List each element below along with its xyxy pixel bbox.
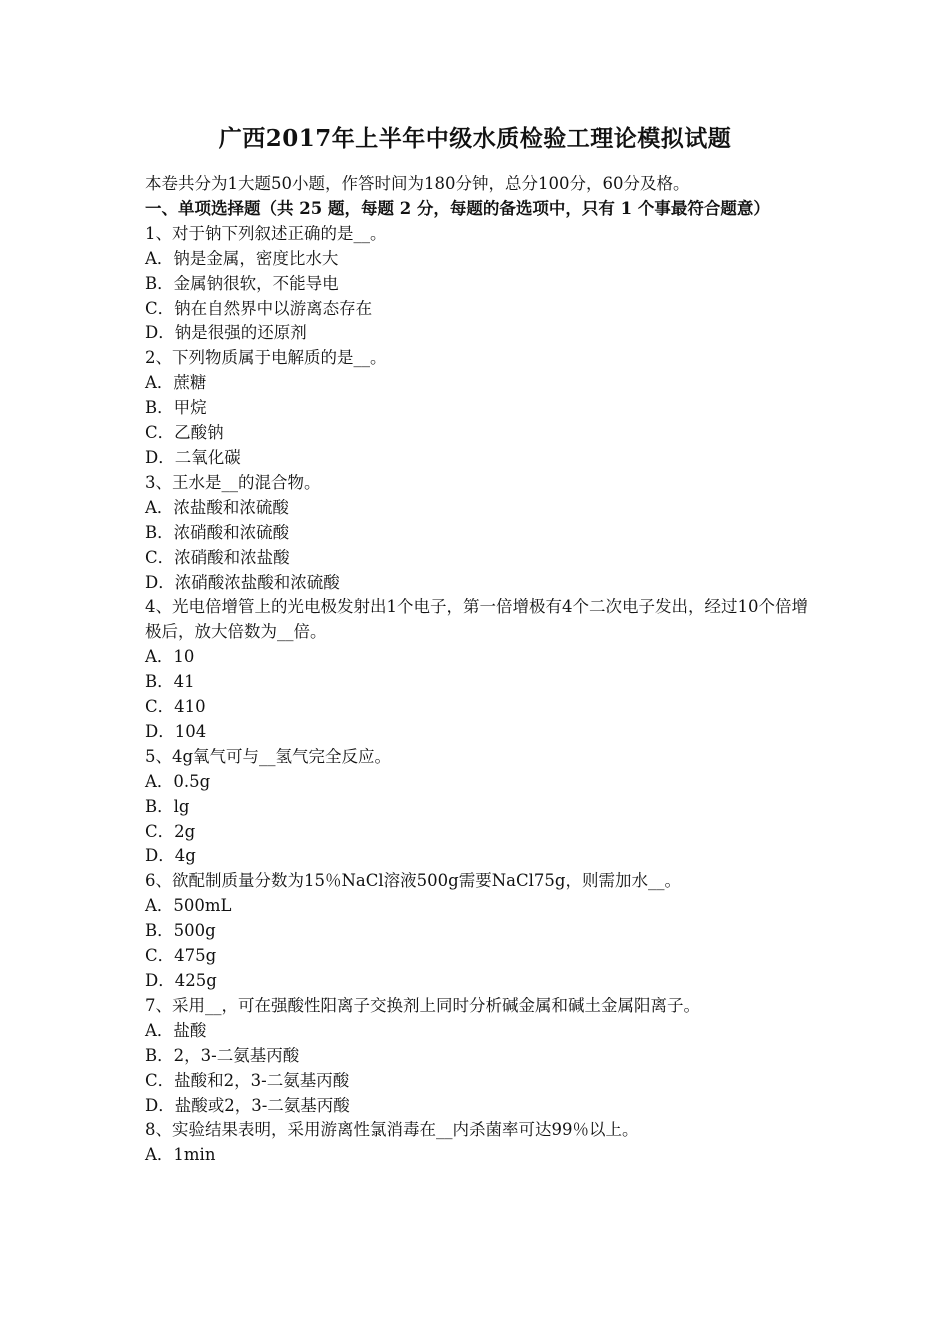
option-d: D．425g <box>145 971 217 990</box>
option-b: B．2，3-二氨基丙酸 <box>145 1045 300 1065</box>
question-stem: 2、下列物质属于电解质的是__。 <box>145 348 387 368</box>
question-stem: 3、王水是__的混合物。 <box>145 472 321 492</box>
option-a: A．500mL <box>145 896 232 916</box>
option-b: B．500g <box>145 921 216 941</box>
option-a: A．0.5g <box>145 771 211 791</box>
option-b: B．lg <box>145 796 190 816</box>
option-a: A．1min <box>145 1145 216 1165</box>
question-stem: 4、光电倍增管上的光电极发射出1个电子，第一倍增极有4个二次电子发出，经过10个倍增极后，放大倍数为__倍。 <box>145 597 808 642</box>
option-b: B．甲烷 <box>145 398 207 418</box>
option-c: C．乙酸钠 <box>145 423 224 443</box>
option-c: C．475g <box>145 946 217 966</box>
question-stem: 8、实验结果表明，采用游离性氯消毒在__内杀菌率可达99％以上。 <box>145 1120 639 1140</box>
option-a: A．10 <box>145 647 195 667</box>
question-stem: 7、采用__，可在强酸性阳离子交换剂上同时分析碱金属和碱土金属阳离子。 <box>145 995 700 1015</box>
option-d: D．104 <box>145 721 207 741</box>
question-7 <box>145 994 810 1119</box>
option-d: D．二氧化碳 <box>145 447 241 467</box>
question-3 <box>145 471 810 596</box>
option-c: C．钠在自然界中以游离态存在 <box>145 298 373 318</box>
option-d: D．盐酸或2，3-二氨基丙酸 <box>145 1095 350 1115</box>
question-6 <box>145 869 810 994</box>
option-b: B．金属钠很软，不能导电 <box>145 273 339 293</box>
option-c: C．盐酸和2，3-二氨基丙酸 <box>145 1070 350 1090</box>
option-b: B．41 <box>145 672 195 692</box>
option-a: A．蔗糖 <box>145 373 207 393</box>
question-stem: 5、4g氧气可与__氢气完全反应。 <box>145 746 392 766</box>
option-d: D．钠是很强的还原剂 <box>145 323 307 343</box>
option-d: D．4g <box>145 846 196 866</box>
question-1 <box>145 222 810 347</box>
question-4 <box>145 595 810 744</box>
question-8 <box>145 1118 810 1168</box>
page-title: 广西2017年上半年中级水质检验工理论模拟试题 <box>218 125 732 152</box>
option-c: C．410 <box>145 697 206 717</box>
question-stem: 6、欲配制质量分数为15％NaCl溶液500g需要NaCl75g，则需加水__。 <box>145 871 681 891</box>
section-heading: 一、单项选择题（共 25 题，每题 2 分，每题的备选项中，只有 1 个事最符合题意） <box>145 198 770 218</box>
document-body <box>145 172 810 1168</box>
option-a: A．盐酸 <box>145 1020 207 1040</box>
option-c: C．浓硝酸和浓盐酸 <box>145 547 290 567</box>
option-a: A．浓盐酸和浓硫酸 <box>145 497 289 517</box>
option-d: D．浓硝酸浓盐酸和浓硫酸 <box>145 572 340 592</box>
question-stem: 1、对于钠下列叙述正确的是__。 <box>145 223 387 243</box>
option-c: C．2g <box>145 821 196 841</box>
question-2 <box>145 346 810 471</box>
question-5 <box>145 745 810 870</box>
option-a: A．钠是金属，密度比水大 <box>145 248 339 268</box>
exam-intro: 本卷共分为1大题50小题，作答时间为180分钟，总分100分，60分及格。 <box>145 174 690 193</box>
option-b: B．浓硝酸和浓硫酸 <box>145 522 290 542</box>
